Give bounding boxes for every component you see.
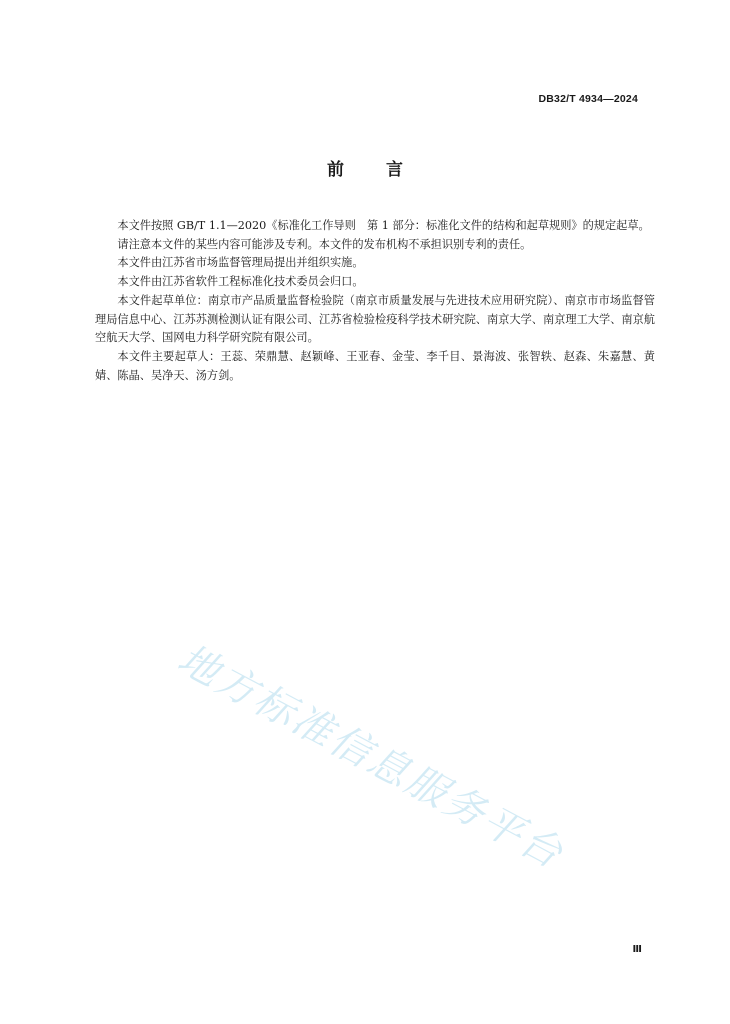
watermark: 地方标准信息服务平台 xyxy=(170,635,572,879)
standard-code: DB32/T 4934—2024 xyxy=(538,93,638,105)
preface-body xyxy=(95,217,655,385)
page-title: 前言 xyxy=(327,160,445,180)
paragraph-drafters: 本文件主要起草人：王蕊、荣鼎慧、赵颖峰、王亚春、金莹、李千目、景海波、张智轶、赵森、朱嘉慧、黄婧、陈晶、吴净天、汤方剑。 xyxy=(95,349,655,382)
paragraph-drafting-units: 本文件起草单位：南京市产品质量监督检验院（南京市质量发展与先进技术应用研究院）、南京市市场监督管理局信息中心、江苏苏测检测认证有限公司、江苏省检验检疫科学技术研究院、南京大学、南京理工大学、南京航空航天大学、国网电力科学研究院有限公司。 xyxy=(95,293,655,345)
paragraph-technical-committee: 本文件由江苏省软件工程标准化技术委员会归口。 xyxy=(117,275,364,289)
paragraph-patent-notice: 请注意本文件的某些内容可能涉及专利。本文件的发布机构不承担识别专利的责任。 xyxy=(117,237,532,251)
page-number: Ⅲ xyxy=(632,944,642,955)
paragraph-drafting-rules: 本文件按照 GB/T 1.1—2020《标准化工作导则 第 1 部分：标准化文件的结构和起草规则》的规定起草。 xyxy=(117,219,650,232)
paragraph-proposer: 本文件由江苏省市场监督管理局提出并组织实施。 xyxy=(117,256,364,270)
